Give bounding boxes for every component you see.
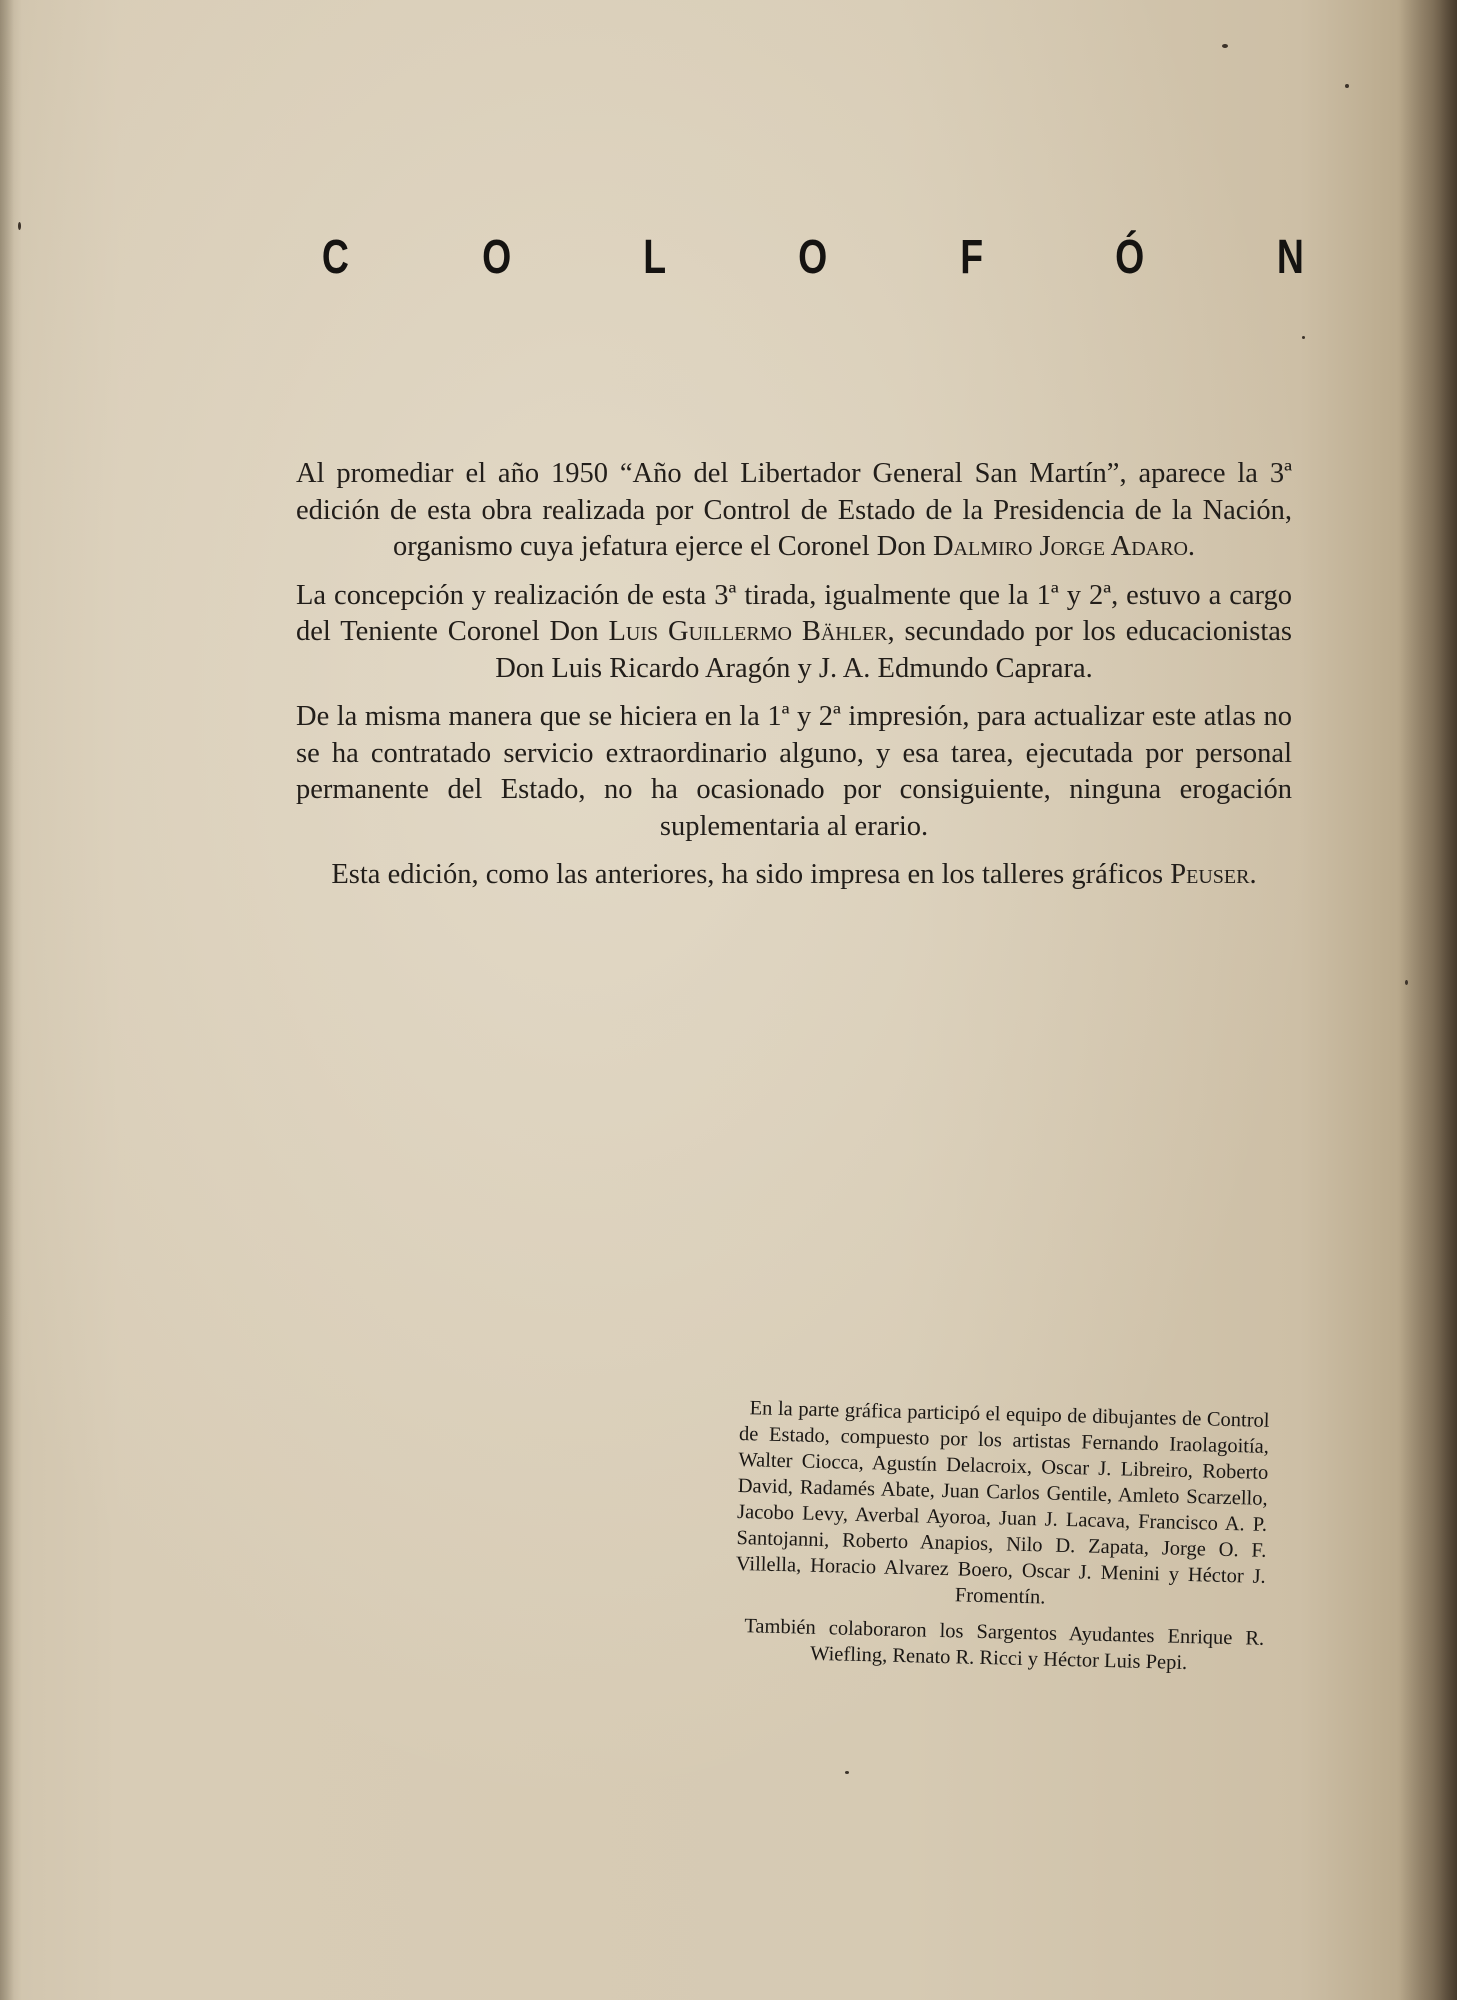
paragraph-text: La concepción y realización de esta 3ª tirada, igualmente que la 1ª y 2ª, estuvo a cargo del Teniente Coronel Don (296, 579, 1292, 647)
paper-speck (1302, 336, 1305, 339)
paragraph-smallcaps-name: Peuser (1170, 859, 1250, 890)
colophon-paragraph-1 (296, 456, 1292, 566)
title-letter: L (643, 230, 667, 284)
paragraph-text-after: . (1187, 531, 1196, 562)
credits-paragraph-2: También colaboraron los Sargentos Ayudantes Enrique R. Wiefling, Renato R. Ricci y Héctor Luis Pepi. (744, 1615, 1265, 1675)
colophon-title (318, 222, 1308, 292)
title-letter: F (959, 230, 983, 284)
title-letter: N (1277, 230, 1305, 284)
paper-speck (845, 1771, 849, 1774)
paper-speck (1345, 84, 1349, 88)
title-letter: Ó (1115, 230, 1145, 284)
paragraph-text-after: , secundado por los educacionistas Don Luis Ricardo Aragón y J. A. Edmundo Caprara. (495, 616, 1292, 684)
paper-speck (1405, 980, 1408, 985)
paragraph-text-after: . (1249, 859, 1257, 890)
title-letter: C (321, 230, 349, 284)
colophon-paragraph-3 (296, 699, 1292, 845)
colophon-paragraph-4 (296, 857, 1292, 894)
colophon-body (296, 456, 1292, 906)
page-spine-shadow (1397, 0, 1457, 2000)
page-left-edge (0, 0, 14, 2000)
paragraph-text: De la misma manera que se hiciera en la 1ª y 2ª impresión, para actualizar este atlas no se ha contratado servicio extraordinario alguno, y esa tarea, ejecutada por personal permanente del Estado, no ha ocasionado por consiguiente, ninguna erogación suplementaria al erario. (296, 701, 1292, 842)
credits-paragraph-1: En la parte gráfica participó el equipo de dibujantes de Control de Estado, compuesto por los artistas Fernando Iraolagoitía, Walter Ciocca, Agustín Delacroix, Oscar J. Libreiro, Roberto David, Radamés Abate, Juan Carlos Gentile, Amleto Scarzello, Jacobo Levy, Averbal Ayoroa, Juan J. Lacava, Francisco A. P. Santojanni, Roberto Anapios, Nilo D. Zapata, Jorge O. F. Villella, Horacio Alvarez Boero, Oscar J. Menini y Héctor J. Fromentín. (735, 1397, 1270, 1609)
paragraph-smallcaps-name: Dalmiro Jorge Adaro (932, 531, 1188, 562)
paragraph-smallcaps-name: Luis Guillermo Bähler (608, 616, 888, 647)
paper-speck (18, 222, 21, 230)
credits-block (733, 1395, 1270, 1688)
paper-speck (1222, 44, 1228, 48)
colophon-paragraph-2 (296, 578, 1292, 688)
title-letter: O (798, 230, 828, 284)
paragraph-text: Esta edición, como las anteriores, ha sido impresa en los talleres gráficos (331, 859, 1171, 890)
title-letter: O (481, 230, 511, 284)
paragraph-text: Al promediar el año 1950 “Año del Libertador General San Martín”, aparece la 3ª edición de esta obra realizada por Control de Estado de la Presidencia de la Nación, organismo cuya jefatura ejerce el Coronel Don (296, 458, 1292, 562)
